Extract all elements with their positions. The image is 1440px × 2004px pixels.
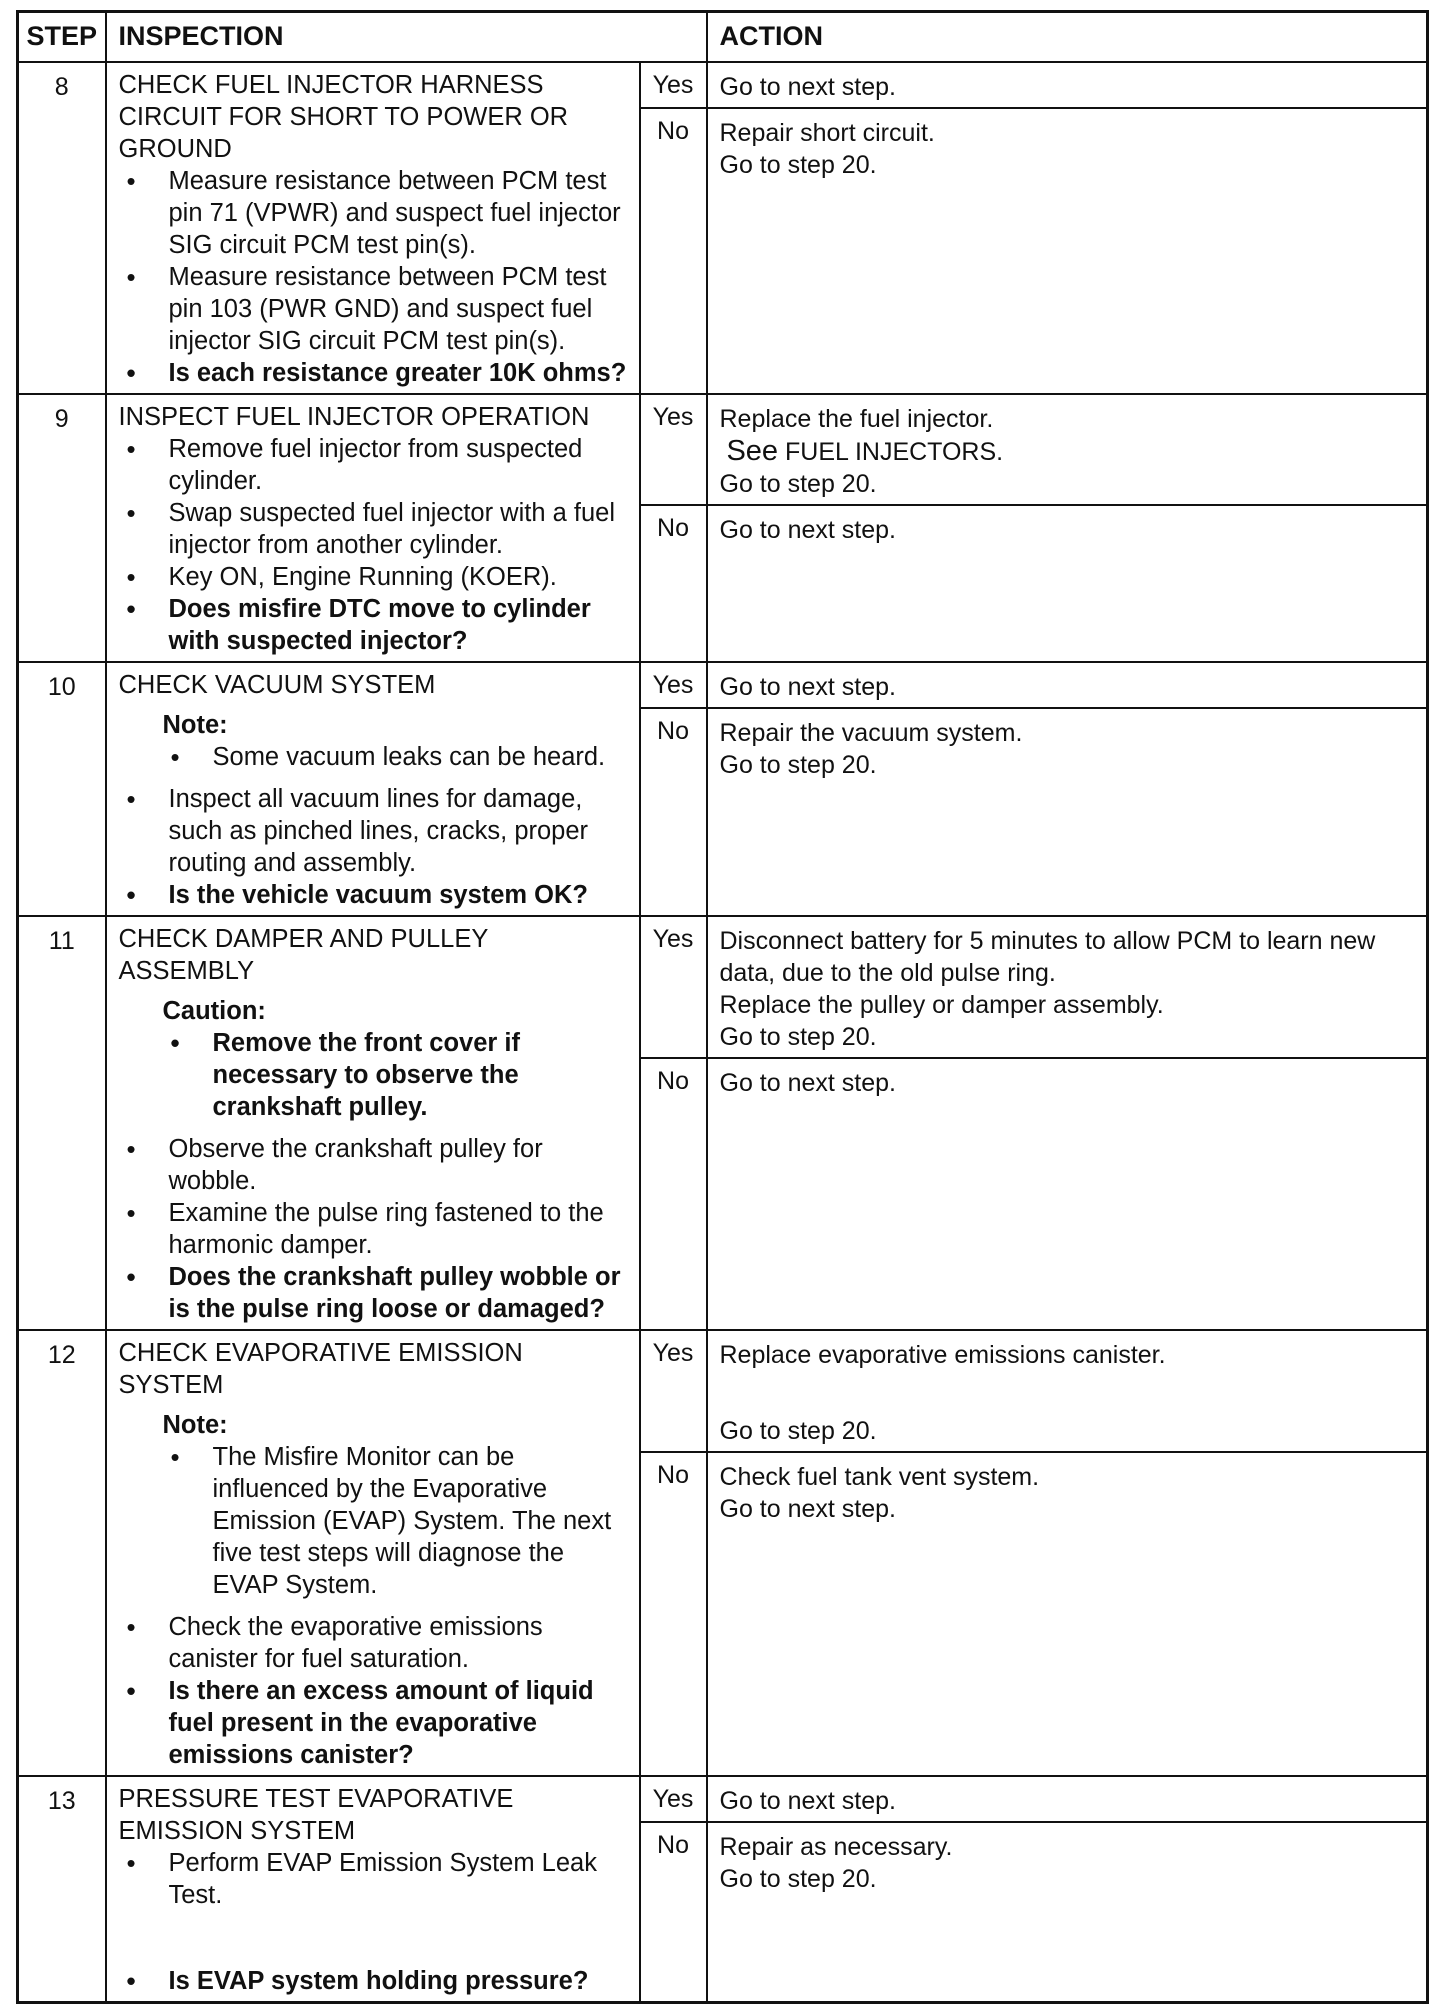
inspection-title: INSPECT FUEL INJECTOR OPERATION bbox=[118, 403, 590, 431]
diagnostic-table bbox=[16, 10, 1429, 2004]
action-line: Replace evaporative emissions canister. bbox=[719, 1341, 1166, 1369]
inspection-cell bbox=[106, 394, 640, 662]
table-row bbox=[18, 1330, 1428, 1452]
table-row bbox=[18, 662, 1428, 708]
inspection-title: PRESSURE TEST EVAPORATIVE EMISSION SYSTEM bbox=[118, 1785, 514, 1845]
header-step: STEP bbox=[18, 12, 106, 63]
no-label: No bbox=[640, 1058, 707, 1330]
action-line: Go to step 20. bbox=[719, 151, 877, 179]
list-item: • Some vacuum leaks can be heard. bbox=[163, 741, 629, 773]
inspection-question: • Is each resistance greater 10K ohms? bbox=[119, 357, 629, 389]
table-row bbox=[18, 62, 1428, 108]
list-item: • Perform EVAP Emission System Leak Test. bbox=[119, 1847, 629, 1911]
list-item: • Check the evaporative emissions canister for fuel saturation. bbox=[119, 1611, 629, 1675]
action-line: Go to next step. bbox=[719, 1069, 896, 1097]
no-action bbox=[707, 1452, 1428, 1776]
no-action bbox=[707, 505, 1428, 662]
list-item: • Observe the crankshaft pulley for wobble. bbox=[119, 1133, 629, 1197]
no-label: No bbox=[640, 708, 707, 916]
action-line: Repair the vacuum system. bbox=[719, 719, 1023, 747]
inspection-question: • Is there an excess amount of liquid fuel present in the evaporative emissions canister? bbox=[119, 1675, 629, 1771]
inspection-title: CHECK DAMPER AND PULLEY ASSEMBLY bbox=[118, 925, 488, 985]
step-number: 9 bbox=[18, 394, 106, 662]
list-item: • Swap suspected fuel injector with a fuel injector from another cylinder. bbox=[119, 497, 629, 561]
action-line: Check fuel tank vent system. bbox=[719, 1463, 1040, 1491]
caution-block bbox=[119, 995, 629, 1123]
action-line: Repair short circuit. bbox=[719, 119, 935, 147]
action-line: Replace the fuel injector. bbox=[719, 405, 994, 433]
no-label: No bbox=[640, 505, 707, 662]
step-number: 12 bbox=[18, 1330, 106, 1776]
action-line: Go to step 20. bbox=[719, 1023, 877, 1051]
inspection-question: • Does the crankshaft pulley wobble or is the pulse ring loose or damaged? bbox=[119, 1261, 629, 1325]
see-target: FUEL INJECTORS. bbox=[785, 438, 1004, 466]
no-action bbox=[707, 1822, 1428, 2003]
no-action bbox=[707, 108, 1428, 394]
header-action: ACTION bbox=[707, 12, 1428, 63]
header-row bbox=[18, 12, 1428, 63]
action-line: Go to next step. bbox=[719, 673, 896, 701]
step-number: 8 bbox=[18, 62, 106, 394]
action-line bbox=[720, 435, 1417, 468]
action-line: Go to step 20. bbox=[719, 751, 877, 779]
action-line: Go to next step. bbox=[719, 1495, 896, 1523]
no-action bbox=[707, 1058, 1428, 1330]
inspection-cell bbox=[106, 1330, 640, 1776]
no-label: No bbox=[640, 1452, 707, 1776]
note-block bbox=[119, 709, 629, 773]
inspection-title: CHECK FUEL INJECTOR HARNESS CIRCUIT FOR SHORT TO POWER OR GROUND bbox=[118, 71, 569, 163]
yes-action bbox=[707, 662, 1428, 708]
table-row bbox=[18, 1776, 1428, 1822]
note-heading: Note: bbox=[162, 1411, 228, 1439]
yes-action bbox=[707, 394, 1428, 505]
caution-heading: Caution: bbox=[162, 997, 266, 1025]
note-block bbox=[119, 1409, 629, 1601]
yes-label: Yes bbox=[640, 394, 707, 505]
table-row bbox=[18, 394, 1428, 505]
action-line: Go to step 20. bbox=[719, 1417, 877, 1445]
step-number: 11 bbox=[18, 916, 106, 1330]
header-inspection: INSPECTION bbox=[106, 12, 707, 63]
list-item: • The Misfire Monitor can be influenced by the Evaporative Emission (EVAP) System. The next five test steps will diagnose the EVAP System. bbox=[163, 1441, 629, 1601]
yes-action bbox=[707, 62, 1428, 108]
yes-action bbox=[707, 916, 1428, 1058]
no-label: No bbox=[640, 1822, 707, 2003]
list-item: • Inspect all vacuum lines for damage, such as pinched lines, cracks, proper routing and assembly. bbox=[119, 783, 629, 879]
inspection-question: • Does misfire DTC move to cylinder with suspected injector? bbox=[119, 593, 629, 657]
table-row bbox=[18, 916, 1428, 1058]
action-line: Go to next step. bbox=[719, 1787, 896, 1815]
yes-label: Yes bbox=[640, 1330, 707, 1452]
inspection-question: • Is EVAP system holding pressure? bbox=[119, 1965, 629, 1997]
yes-label: Yes bbox=[640, 1776, 707, 1822]
action-line: Repair as necessary. bbox=[719, 1833, 953, 1861]
yes-action bbox=[707, 1776, 1428, 1822]
step-number: 13 bbox=[18, 1776, 106, 2003]
yes-label: Yes bbox=[640, 662, 707, 708]
inspection-cell bbox=[106, 1776, 640, 2003]
yes-label: Yes bbox=[640, 62, 707, 108]
inspection-title: CHECK VACUUM SYSTEM bbox=[118, 671, 436, 699]
action-line: Disconnect battery for 5 minutes to allow PCM to learn new data, due to the old pulse ring. bbox=[719, 927, 1376, 987]
no-label: No bbox=[640, 108, 707, 394]
yes-action bbox=[707, 1330, 1428, 1452]
action-line: Go to next step. bbox=[719, 516, 896, 544]
step-number: 10 bbox=[18, 662, 106, 916]
list-item: • Examine the pulse ring fastened to the harmonic damper. bbox=[119, 1197, 629, 1261]
inspection-question: • Is the vehicle vacuum system OK? bbox=[119, 879, 629, 911]
list-item: • Remove the front cover if necessary to observe the crankshaft pulley. bbox=[163, 1027, 629, 1123]
action-line: Replace the pulley or damper assembly. bbox=[719, 991, 1164, 1019]
list-item: • Remove fuel injector from suspected cylinder. bbox=[119, 433, 629, 497]
see-label: See bbox=[726, 435, 779, 467]
list-item: • Measure resistance between PCM test pin 71 (VPWR) and suspect fuel injector SIG circuit PCM test pin(s). bbox=[119, 165, 629, 261]
inspection-cell bbox=[106, 916, 640, 1330]
no-action bbox=[707, 708, 1428, 916]
action-line: Go to step 20. bbox=[719, 470, 877, 498]
list-item: • Key ON, Engine Running (KOER). bbox=[119, 561, 629, 593]
list-item: • Measure resistance between PCM test pin 103 (PWR GND) and suspect fuel injector SIG circuit PCM test pin(s). bbox=[119, 261, 629, 357]
inspection-cell bbox=[106, 662, 640, 916]
action-line: Go to next step. bbox=[719, 73, 896, 101]
inspection-cell bbox=[106, 62, 640, 394]
note-heading: Note: bbox=[162, 711, 228, 739]
inspection-title: CHECK EVAPORATIVE EMISSION SYSTEM bbox=[118, 1339, 523, 1399]
yes-label: Yes bbox=[640, 916, 707, 1058]
action-line: Go to step 20. bbox=[719, 1865, 877, 1893]
